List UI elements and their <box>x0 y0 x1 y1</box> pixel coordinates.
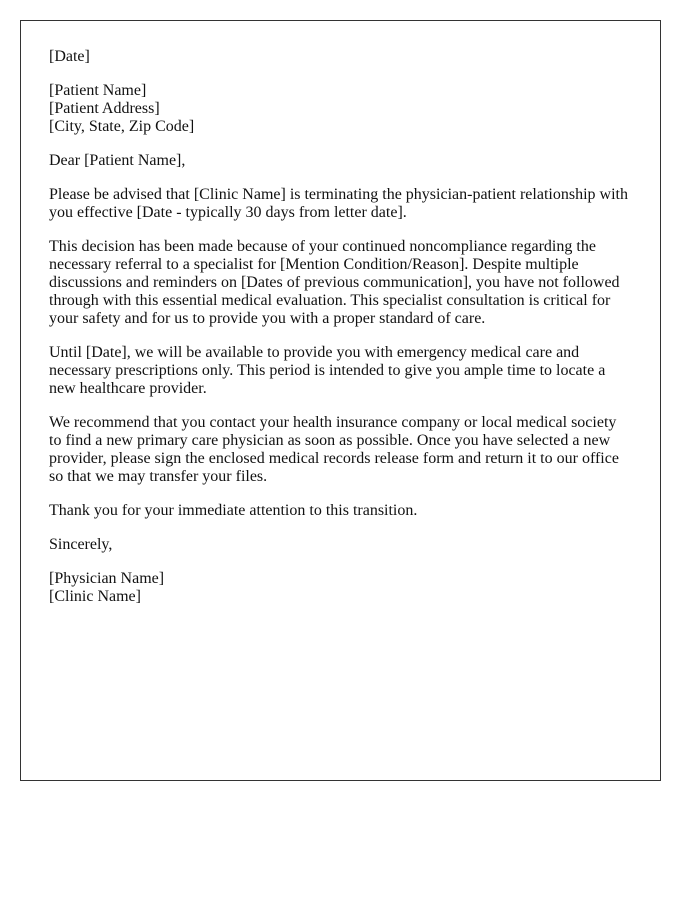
physician-name: [Physician Name] <box>49 570 165 587</box>
paragraph-reason: This decision has been made because of your continued noncompliance regarding the necessary referral to a specialist for [Mention Condition/Reason]. Despite multiple discussions and reminders on [Dates of previous communication], you have not followed through with this essential medical evaluation. This specialist consultation is critical for your safety and for us to provide you with a proper standard of care. <box>49 238 620 327</box>
paragraph-termination: Please be advised that [Clinic Name] is terminating the physician-patient relationship with you effective [Date - typically 30 days from letter date]. <box>49 186 628 221</box>
paragraph-interim-care: Until [Date], we will be available to provide you with emergency medical care and necessary prescriptions only. This period is intended to give you ample time to locate a new healthcare provider. <box>49 344 606 397</box>
recipient-street: [Patient Address] <box>49 100 160 117</box>
clinic-name: [Clinic Name] <box>49 588 141 605</box>
paragraph-thanks: Thank you for your immediate attention to this transition. <box>49 502 418 519</box>
paragraph-recommendation: We recommend that you contact your health insurance company or local medical society to find a new primary care physician as soon as possible. Once you have selected a new provider, please sign the enclosed medical records release form and return it to our office so that we may transfer your files. <box>49 414 619 485</box>
salutation: Dear [Patient Name], <box>49 152 186 169</box>
letter-document <box>20 20 661 781</box>
signature-block <box>49 570 632 606</box>
recipient-address <box>49 82 632 136</box>
closing: Sincerely, <box>49 536 113 553</box>
recipient-city: [City, State, Zip Code] <box>49 118 195 135</box>
letter-date: [Date] <box>49 48 90 65</box>
recipient-name: [Patient Name] <box>49 82 147 99</box>
